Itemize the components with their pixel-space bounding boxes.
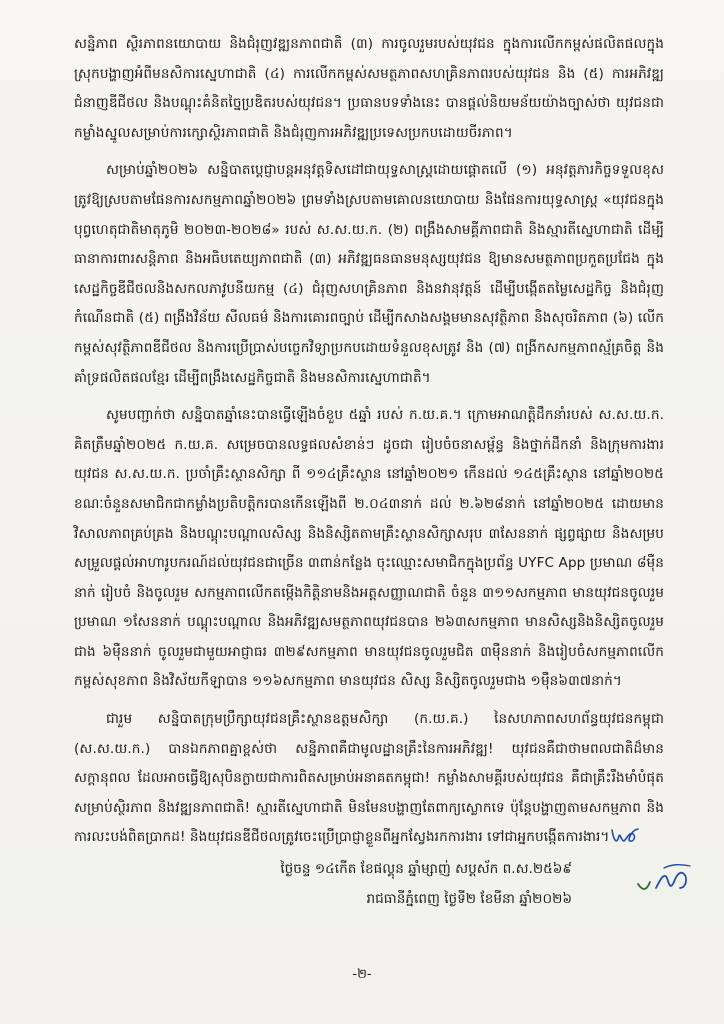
paragraph-4-text: ជារួម សន្និបាតក្រុមប្រឹក្សាយុវជនគ្រឹះស្ថានឧត្តមសិក្សា (ក.យ.គ.) នៃសហភាពសហព័ន្ធយុវជនកម្ពុជា (ស.ស.យ.ក.) បានឯកភាពគ្នាខ្ពស់ថា សន្និភាពគឺជាមូលដ្ឋានគ្រឹះនៃការអភិវឌ្ឍ! យុវជនគឺជាថាមពលជាតិដ៏មានសក្ដានុពល ដែលអាចធ្វើឱ្យសុបិនក្លាយជាការពិតសម្រាប់អនាគតកម្ពុជា! កម្លាំងសាមគ្គីរបស់យុវជន គឺជាគ្រឹះរឹងមាំបំផុតសម្រាប់ស្ថិរភាព និងវឌ្ឍនភាពជាតិ! ស្មារតីស្នេហាជាតិ មិនមែនបង្ហាញតែពាក្យស្លោកទេ ប៉ុន្តែបង្ហាញតាមសកម្មភាព និងការលះបង់ពិតប្រាកដ! និងយុវជនឌីជីថលត្រូវចេះប្រើប្រាជ្ញាខ្លួនពីអ្នកស្វែងរកការងារ ទៅជាអ្នកបង្កើតការងារ។	[74, 711, 664, 846]
paragraph-3: សូមបញ្ជាក់ថា សន្និបាតឆ្នាំនេះបានធ្វើឡើងចំខួប ៥ឆ្នាំ របស់ ក.យ.គ.។ ក្រោមអាណត្តិដឹកនាំរបស់ ស.ស.យ.ក. គិតត្រឹមឆ្នាំ២០២៥ ក.យ.គ. សម្រេចបានលទ្ធផលសំខាន់ៗ ដូចជា រៀបចំចនាសម្ព័ន្ធ និងថ្នាក់ដឹកនាំ និងក្រុមការងារយុវជន ស.ស.យ.ក. ប្រចាំគ្រឹះស្ថានសិក្សា ពី ១១៤គ្រឹះស្ថាន នៅឆ្នាំ២០២១ កើនដល់ ១៤៥គ្រឹះស្ថាន នៅឆ្នាំ២០២៥ ខណៈចំនួនសមាជិកជាកម្លាំងប្រតិបត្តិករបានកើនឡើងពី ២.០៤៣នាក់ ដល់ ២.៦២៨នាក់ នៅឆ្នាំ២០២៥ ដោយមានវិសាលភាពគ្រប់គ្រង និងបណ្ដុះបណ្ដាលសិស្ស និងនិស្សិតតាមគ្រឹះស្ថានសិក្សាសរុប ៣សែននាក់ ផ្សព្វផ្សាយ និងសម្របសម្រួលផ្ដល់អាហារូបករណ៍ដល់យុវជនជាច្រើន ៣ពាន់កន្លែង ចុះឈ្មោះសមាជិកក្នុងប្រព័ន្ធ UYFC App ប្រមាណ ៨ម៉ឺននាក់ រៀបចំ និងចូលរួម សកម្មភាពលើកតម្កើងកិត្តិនាមនិងអត្តសញ្ញាណជាតិ ចំនួន ៣១១សកម្មភាព មានយុវជនចូលរួមប្រមាណ ១សែននាក់ បណ្ដុះបណ្ដាល និងអភិវឌ្ឍសមត្ថភាពយុវជនបាន ២៦៣សកម្មភាព មានសិស្សនិងនិស្សិតចូលរួមជាង ៦ម៉ឺននាក់ ចូលរួមជាមួយអាជ្ញាធរ ៣២៩សកម្មភាព មានយុវជនចូលរួមជិត ៣ម៉ឺននាក់ និងរៀបចំសកម្មភាពលើកកម្ពស់សុខភាព និងវិស័យកីឡាបាន ១១៦សកម្មភាព មានយុវជន សិស្ស និស្សិតចូលរួមជាង ១ម៉ឺន៦៣៧នាក់។	[74, 407, 664, 690]
signature-icon	[634, 858, 694, 898]
solar-date: រាជធានីភ្នំពេញ ថ្ងៃទី២ ខែមីនា ឆ្នាំ២០២៦	[366, 890, 572, 907]
paragraph-4	[74, 705, 664, 853]
paragraph-2: សម្រាប់ឆ្នាំ២០២៦ សន្និបាតប្ដេជ្ញាបន្តអនុវត្តទិសដៅជាយុទ្ធសាស្ត្រដោយផ្ដោតលើ (១) អនុវត្តភារកិច្ចទទួលខុសត្រូវឱ្យស្របតាមផែនការសកម្មភាពឆ្នាំ២០២៦ ព្រមទាំងស្របតាមគោលនយោបាយ និងផែនការយុទ្ធសាស្ត្រ «យុវជនក្នុងបុព្វហេតុជាតិមាតុភូមិ ២០២៣-២០២៨» របស់ ស.ស.យ.ក. (២) ពង្រឹងសាមគ្គីភាពជាតិ និងស្មារតីស្នេហាជាតិ ដើម្បីធានាការពារសន្តិភាព និងអធិបតេយ្យភាពជាតិ (៣) អភិវឌ្ឍធនធានមនុស្សយុវជន ឱ្យមានសមត្ថភាពប្រកួតប្រជែង ក្នុងសេដ្ឋកិច្ចឌីជីថលនិងសកលភាវូបនីយកម្ម (៤) ជំរុញសហគ្រិនភាព និងនវានុវត្តន៍ ដើម្បីបង្កើតតម្លៃសេដ្ឋកិច្ច និងជំរុញកំណើនជាតិ (៥) ពង្រឹងវិន័យ សីលធម៌ និងការគោរពច្បាប់ ដើម្បីកសាងសង្គមមានសុវត្ថិភាព និងសុចរិតភាព (៦) លើកកម្ពស់សុវត្ថិភាពឌីជីថល និងការប្រើប្រាស់បច្ចេកវិទ្យាប្រកបដោយទំនួលខុសត្រូវ និង (៧) ពង្រីកសកម្មភាពស្ម័គ្រចិត្ត និងគាំទ្រផលិតផលខ្មែរ ដើម្បីពង្រឹងសេដ្ឋកិច្ចជាតិ និងមនសិការស្នេហាជាតិ។	[74, 162, 664, 386]
date-block	[74, 855, 664, 914]
page-number: -២-	[352, 967, 372, 982]
paragraph-1: សន្និភាព ស្ថិរភាពនយោបាយ និងជំរុញវឌ្ឍនភាពជាតិ (៣) ការចូលរួមរបស់យុវជន ក្នុងការលើកកម្ពស់ផលិតផលក្នុងស្រុកបង្ហាញអំពីមនសិការស្នេហាជាតិ (៤) ការលើកកម្ពស់សមត្ថភាពសហគ្រិនភាពរបស់យុវជន និង (៥) ការអភិវឌ្ឍជំនាញឌីជីថល និងបណ្ដុះគំនិតច្នៃប្រឌិតរបស់យុវជន។ ប្រធានបទទាំងនេះ បានផ្ដល់និយមន័យយ៉ាងច្បាស់ថា យុវជនជាកម្លាំងស្នូលសម្រាប់ការក្សោស្ថិរភាពជាតិ និងជំរុញការអភិវឌ្ឍប្រទេសប្រកបដោយចីរភាព។	[74, 36, 664, 141]
lunar-date: ថ្ងៃចន្ទ ១៤កើត ខែផល្គុន ឆ្នាំម្សាញ់ សប្តស័ក ព.ស.២៥៦៩	[280, 861, 572, 878]
initial-signature-icon	[610, 826, 640, 848]
